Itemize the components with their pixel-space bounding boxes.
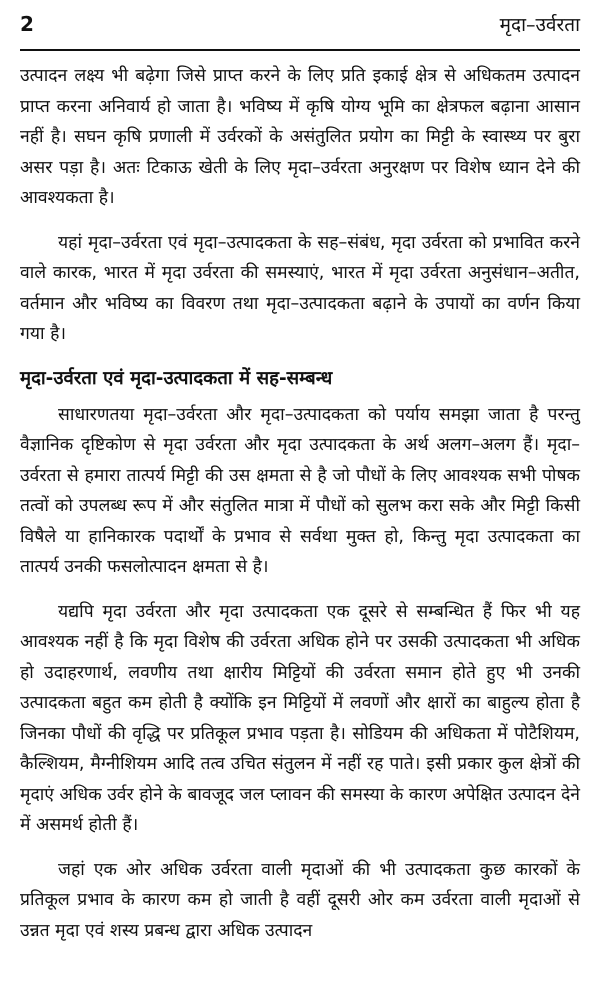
section-heading: मृदा-उर्वरता एवं मृदा-उत्पादकता में सह-सम्बन्ध xyxy=(20,367,333,389)
paragraph-5: जहां एक ओर अधिक उर्वरता वाली मृदाओं की भी उत्पादकता कुछ कारकों के प्रतिकूल प्रभाव के कारण कम हो जाती है वहीं दूसरी ओर कम उर्वरता वाली मृदाओं से उन्नत मृदा एवं शस्य प्रबन्ध द्वारा अधिक उत्पादन xyxy=(20,859,581,941)
paragraph-2: यहां मृदा–उर्वरता एवं मृदा–उत्पादकता के सह–संबंध, मृदा उर्वरता को प्रभावित करने वाले कारक, भारत में मृदा उर्वरता की समस्याएं, भारत में मृदा उर्वरता अनुसंधान–अतीत, वर्तमान और भविष्य का विवरण तथा मृदा–उत्पादकता बढ़ाने के उपायों का वर्णन किया गया है। xyxy=(20,232,580,344)
page-header xyxy=(20,10,580,39)
paragraph-4: यद्यपि मृदा उर्वरता और मृदा उत्पादकता एक दूसरे से सम्बन्धित हैं फिर भी यह आवश्यक नहीं है कि मृदा विशेष की उर्वरता अधिक होने पर उसकी उत्पादकता भी अधिक हो उदाहरणार्थ, लवणीय तथा क्षारीय मिट्टियों की उर्वरता समान होते हुए भी उनकी उत्पादकता बहुत कम होती है क्योंकि इन मिट्टियों में लवणों और क्षारों का बाहुल्य होता है जिनका पौधों की वृद्धि पर प्रतिकूल प्रभाव पड़ता है। सोडियम की अधिकता में पोटैशियम, कैल्शियम, मैग्नीशियम आदि तत्व उचित संतुलन में नहीं रह पाते। इसी प्रकार कुल क्षेत्रों की मृदाएं अधिक उर्वर होने के बावजूद जल प्लावन की समस्या के कारण अपेक्षित उत्पादन देने में असमर्थ होती हैं। xyxy=(20,601,580,835)
page-number: 2 xyxy=(20,12,34,36)
paragraph-1: उत्पादन लक्ष्य भी बढ़ेगा जिसे प्राप्त करने के लिए प्रति इकाई क्षेत्र से अधिकतम उत्पादन प्राप्त करना अनिवार्य हो जाता है। भविष्य में कृषि योग्य भूमि का क्षेत्रफल बढ़ाना आसान नहीं है। सघन कृषि प्रणाली में उर्वरकों के असंतुलित प्रयोग का मिट्टी के स्वास्थ्य पर बुरा असर पड़ा है। अतः टिकाऊ खेती के लिए मृदा–उर्वरता अनुरक्षण पर विशेष ध्यान देने की आवश्यकता है। xyxy=(20,66,580,208)
header-rule xyxy=(20,49,580,51)
paragraph-3: साधारणतया मृदा–उर्वरता और मृदा–उत्पादकता को पर्याय समझा जाता है परन्तु वैज्ञानिक दृष्टिकोण से मृदा उर्वरता और मृदा उत्पादकता के अर्थ अलग–अलग हैं। मृदा–उर्वरता से हमारा तात्पर्य मिट्टी की उस क्षमता से है जो पौधों के लिए आवश्यक सभी पोषक तत्वों को उपलब्ध रूप में और संतुलित मात्रा में पौधों को सुलभ करा सके और मिट्टी किसी विषैले या हानिकारक पदार्थों के प्रभाव से सर्वथा मुक्त हो, किन्तु मृदा उत्पादकता का तात्पर्य उनकी फसलोत्पादन क्षमता से है। xyxy=(20,404,580,577)
running-title: मृदा–उर्वरता xyxy=(499,14,580,36)
